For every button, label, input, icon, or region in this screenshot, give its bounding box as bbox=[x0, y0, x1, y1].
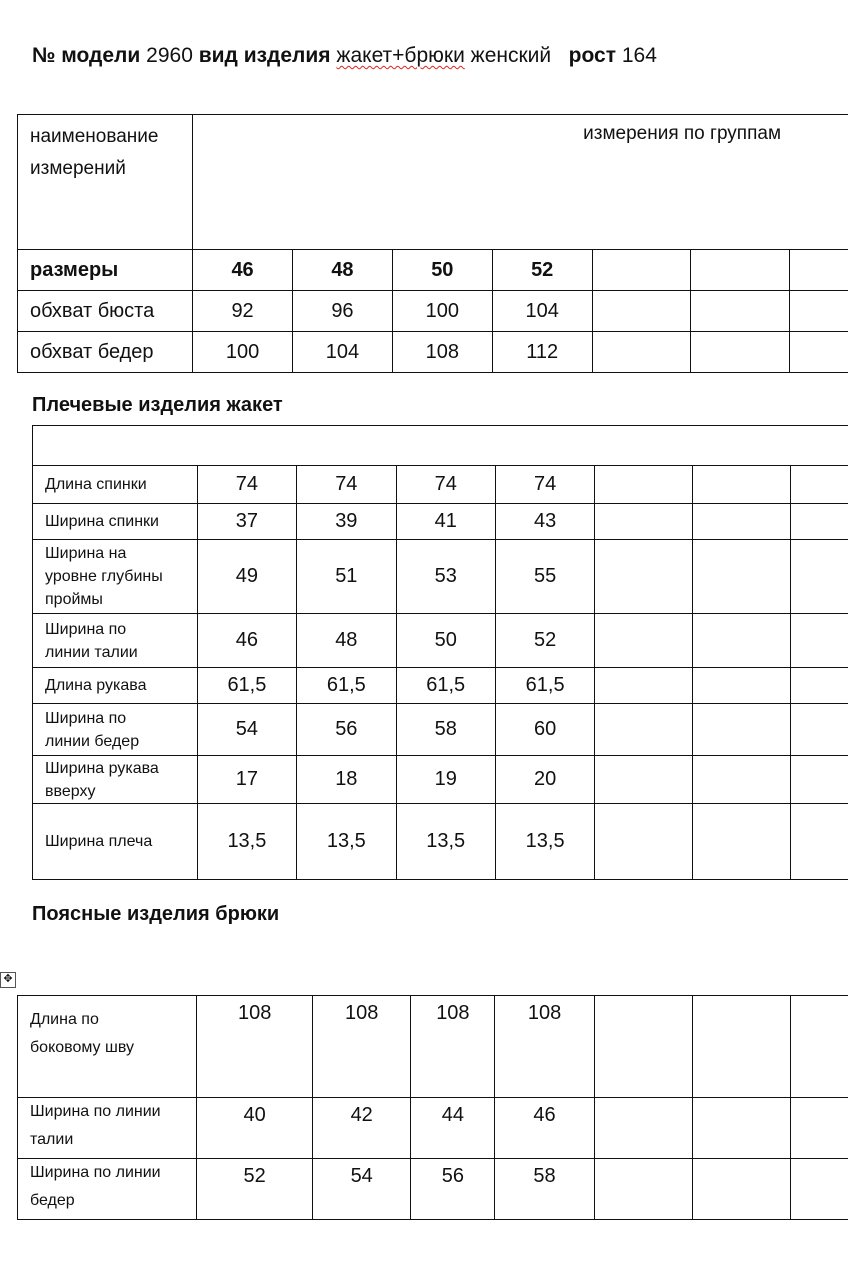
row-label: Ширина по линии талии bbox=[18, 1098, 197, 1159]
height-label: рост bbox=[568, 44, 616, 67]
empty-cell bbox=[595, 668, 693, 704]
empty-cell bbox=[693, 504, 791, 540]
table-row bbox=[18, 1098, 848, 1159]
empty-cell bbox=[790, 804, 848, 880]
value-cell: 60 bbox=[495, 704, 594, 756]
value-cell: 13,5 bbox=[197, 804, 296, 880]
empty-cell bbox=[691, 332, 790, 373]
model-value: 2960 bbox=[146, 44, 193, 67]
value-cell: 74 bbox=[197, 466, 296, 504]
name-header-cell bbox=[18, 115, 193, 250]
table-row bbox=[18, 996, 848, 1098]
value-cell: 74 bbox=[495, 466, 594, 504]
value-cell: 96 bbox=[293, 291, 393, 332]
value-cell: 58 bbox=[396, 704, 495, 756]
table-row bbox=[33, 540, 848, 614]
table-row bbox=[33, 704, 848, 756]
empty-cell bbox=[595, 504, 693, 540]
value-cell: 61,5 bbox=[197, 668, 296, 704]
value-cell: 42 bbox=[313, 1098, 411, 1159]
empty-cell bbox=[790, 1098, 848, 1159]
type-label: вид изделия bbox=[198, 44, 331, 67]
jacket-section-title: Плечевые изделия жакет bbox=[32, 394, 283, 416]
empty-cell bbox=[594, 1098, 692, 1159]
empty-cell bbox=[790, 668, 848, 704]
empty-cell bbox=[691, 250, 790, 291]
sizes-table bbox=[17, 114, 848, 373]
value-cell: 61,5 bbox=[297, 668, 396, 704]
value-cell: 43 bbox=[495, 504, 594, 540]
trousers-table bbox=[17, 995, 848, 1220]
empty-cell bbox=[790, 504, 848, 540]
empty-cell bbox=[592, 291, 691, 332]
table-row bbox=[33, 668, 848, 704]
value-cell: 61,5 bbox=[396, 668, 495, 704]
table-row bbox=[18, 1159, 848, 1220]
empty-cell bbox=[790, 332, 848, 373]
empty-cell bbox=[595, 540, 693, 614]
group-header: измерения по группам bbox=[583, 123, 782, 144]
value-cell: 74 bbox=[297, 466, 396, 504]
table-row bbox=[33, 756, 848, 804]
empty-cell bbox=[595, 614, 693, 668]
value-cell: 56 bbox=[411, 1159, 495, 1220]
trousers-section-title: Поясные изделия брюки bbox=[32, 903, 280, 925]
empty-cell bbox=[790, 466, 848, 504]
row-label: Ширина плеча bbox=[33, 804, 198, 880]
empty-cell bbox=[693, 704, 791, 756]
value-cell: 74 bbox=[396, 466, 495, 504]
value-cell: 92 bbox=[193, 291, 293, 332]
model-label: № модели bbox=[32, 44, 141, 67]
value-cell: 55 bbox=[495, 540, 594, 614]
empty-cell bbox=[692, 996, 790, 1098]
value-cell: 53 bbox=[396, 540, 495, 614]
value-cell: 104 bbox=[492, 291, 592, 332]
name-header: наименование измерений bbox=[30, 126, 159, 179]
empty-cell bbox=[790, 704, 848, 756]
value-cell: 52 bbox=[495, 614, 594, 668]
table-row bbox=[33, 466, 848, 504]
group-header-cell bbox=[193, 115, 848, 250]
row-label: Ширина по линии бедер bbox=[18, 1159, 197, 1220]
table-row bbox=[33, 804, 848, 880]
value-cell: 40 bbox=[197, 1098, 313, 1159]
empty-cell bbox=[693, 540, 791, 614]
empty-cell bbox=[592, 332, 691, 373]
value-cell: 49 bbox=[197, 540, 296, 614]
empty-cell bbox=[594, 1159, 692, 1220]
value-cell: 52 bbox=[197, 1159, 313, 1220]
value-cell: 54 bbox=[313, 1159, 411, 1220]
empty-cell bbox=[693, 668, 791, 704]
empty-cell bbox=[790, 291, 848, 332]
empty-cell bbox=[592, 250, 691, 291]
size-cell: 48 bbox=[293, 250, 393, 291]
empty-cell bbox=[692, 1098, 790, 1159]
empty-cell bbox=[693, 466, 791, 504]
size-cell: 52 bbox=[492, 250, 592, 291]
value-cell: 46 bbox=[197, 614, 296, 668]
empty-cell bbox=[692, 1159, 790, 1220]
empty-cell bbox=[595, 756, 693, 804]
value-cell: 58 bbox=[495, 1159, 594, 1220]
value-cell: 54 bbox=[197, 704, 296, 756]
jacket-table bbox=[32, 425, 848, 880]
row-label: Длина рукава bbox=[33, 668, 198, 704]
value-cell: 61,5 bbox=[495, 668, 594, 704]
table-row bbox=[18, 291, 848, 332]
value-cell: 44 bbox=[411, 1098, 495, 1159]
value-cell: 13,5 bbox=[396, 804, 495, 880]
table-row bbox=[18, 332, 848, 373]
row-label: Длина спинки bbox=[33, 466, 198, 504]
value-cell: 39 bbox=[297, 504, 396, 540]
value-cell: 108 bbox=[495, 996, 594, 1098]
empty-cell bbox=[595, 466, 693, 504]
value-cell: 112 bbox=[492, 332, 592, 373]
type-value: жакет+брюки bbox=[336, 44, 465, 67]
row-label: Длина по боковому шву bbox=[18, 996, 197, 1098]
row-label: Ширина по линии бедер bbox=[33, 704, 198, 756]
value-cell: 13,5 bbox=[297, 804, 396, 880]
value-cell: 41 bbox=[396, 504, 495, 540]
value-cell: 100 bbox=[193, 332, 293, 373]
row-label: обхват бюста bbox=[18, 291, 193, 332]
move-handle-icon[interactable]: ✥ bbox=[0, 972, 16, 988]
value-cell: 17 bbox=[197, 756, 296, 804]
value-cell: 48 bbox=[297, 614, 396, 668]
type-suffix: женский bbox=[470, 44, 552, 67]
empty-cell bbox=[790, 756, 848, 804]
value-cell: 100 bbox=[392, 291, 492, 332]
empty-cell bbox=[693, 804, 791, 880]
value-cell: 20 bbox=[495, 756, 594, 804]
row-label: Ширина рукава вверху bbox=[33, 756, 198, 804]
sizes-label: размеры bbox=[18, 250, 193, 291]
row-label: Ширина по линии талии bbox=[33, 614, 198, 668]
empty-cell bbox=[790, 996, 848, 1098]
empty-cell bbox=[790, 1159, 848, 1220]
value-cell: 108 bbox=[313, 996, 411, 1098]
empty-cell bbox=[790, 540, 848, 614]
value-cell: 19 bbox=[396, 756, 495, 804]
row-label: Ширина спинки bbox=[33, 504, 198, 540]
table-row bbox=[33, 614, 848, 668]
value-cell: 50 bbox=[396, 614, 495, 668]
value-cell: 13,5 bbox=[495, 804, 594, 880]
empty-cell bbox=[693, 756, 791, 804]
empty-cell bbox=[595, 804, 693, 880]
value-cell: 108 bbox=[197, 996, 313, 1098]
row-label: Ширина на уровне глубины проймы bbox=[33, 540, 198, 614]
empty-cell bbox=[691, 291, 790, 332]
value-cell: 56 bbox=[297, 704, 396, 756]
empty-cell bbox=[594, 996, 692, 1098]
value-cell: 37 bbox=[197, 504, 296, 540]
row-label: обхват бедер bbox=[18, 332, 193, 373]
table-row bbox=[33, 504, 848, 540]
value-cell: 18 bbox=[297, 756, 396, 804]
empty-cell bbox=[595, 704, 693, 756]
document-title bbox=[32, 44, 657, 68]
value-cell: 108 bbox=[411, 996, 495, 1098]
value-cell: 51 bbox=[297, 540, 396, 614]
value-cell: 104 bbox=[293, 332, 393, 373]
height-value: 164 bbox=[621, 44, 657, 67]
empty-cell bbox=[790, 250, 848, 291]
size-cell: 46 bbox=[193, 250, 293, 291]
jacket-header-cell bbox=[33, 426, 848, 466]
empty-cell bbox=[790, 614, 848, 668]
value-cell: 46 bbox=[495, 1098, 594, 1159]
value-cell: 108 bbox=[392, 332, 492, 373]
empty-cell bbox=[693, 614, 791, 668]
size-cell: 50 bbox=[392, 250, 492, 291]
